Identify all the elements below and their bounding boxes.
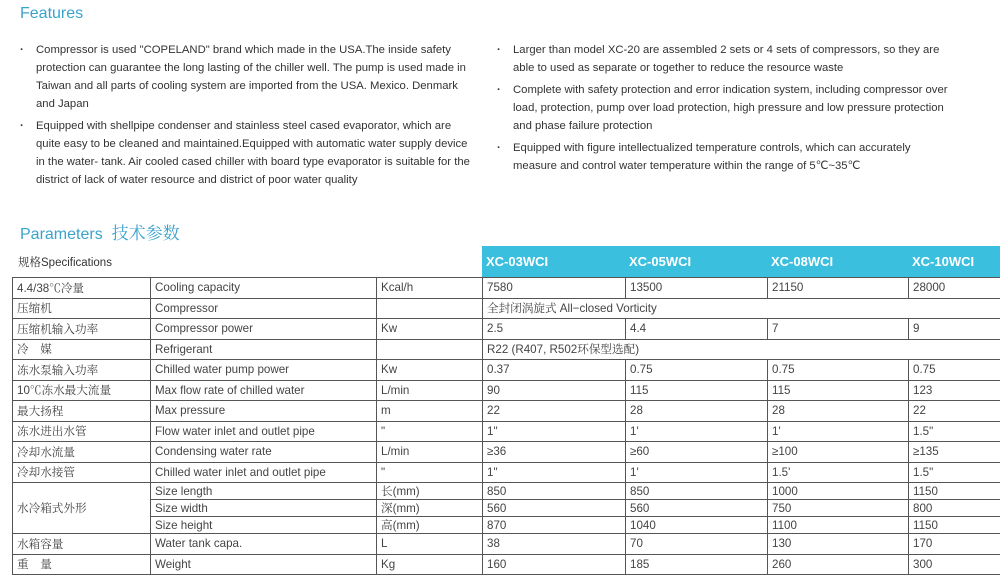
table-cell: Weight bbox=[151, 554, 377, 575]
model-name: XC-03WCI bbox=[486, 254, 549, 269]
table-cell: 160 bbox=[483, 554, 626, 575]
table-cell: 压缩机输入功率 bbox=[13, 319, 151, 340]
table-cell: 260 bbox=[768, 554, 909, 575]
feature-item: · Compressor is used "COPELAND" brand which made in the USA.The inside safety protection can guarantee the long lasting of the chiller well. The pump is used made in Taiwan and all parts of cooling system are imported from the USA. Mexico. Denmark and Japan bbox=[20, 41, 475, 113]
table-cell: 1040 bbox=[626, 517, 768, 534]
table-cell: 1' bbox=[768, 421, 909, 442]
table-cell: ≥100 bbox=[768, 442, 909, 463]
table-cell: 9 bbox=[909, 319, 1000, 340]
table-cell: 0.37 bbox=[483, 360, 626, 381]
table-cell: 38 bbox=[483, 534, 626, 555]
table-cell: 冷却水接管 bbox=[13, 462, 151, 483]
table-cell: 560 bbox=[626, 500, 768, 517]
table-cell: 1100 bbox=[768, 517, 909, 534]
feature-item: · Complete with safety protection and error indication system, including compressor over load, protection, pump over load protection, high pressure and low pressure protection and phase failure protection bbox=[497, 81, 957, 135]
table-cell: ≥135 bbox=[909, 442, 1000, 463]
table-cell bbox=[377, 298, 483, 319]
table-cell: Compressor power bbox=[151, 319, 377, 340]
table-cell: 0.75 bbox=[909, 360, 1000, 381]
feature-item: · Equipped with shellpipe condenser and stainless steel cased evaporator, which are quite easy to be cleaned and maintained.Equipped with automatic water supply device in the water- tank. Air cooled cased chiller with board type evaporator is suitable for the district of lack of water resource and district of poor water quality bbox=[20, 117, 475, 189]
feature-item: · Equipped with figure intellectualized temperature controls, which can accurately measure and control water temperature within the range of 5℃~35℃ bbox=[497, 139, 957, 175]
table-cell: 1' bbox=[626, 421, 768, 442]
table-cell: L/min bbox=[377, 380, 483, 401]
table-row bbox=[13, 319, 1000, 340]
table-cell: Flow water inlet and outlet pipe bbox=[151, 421, 377, 442]
table-cell: 28000 bbox=[909, 278, 1000, 299]
table-cell: 冻水进出水管 bbox=[13, 421, 151, 442]
parameters-title-en: Parameters bbox=[20, 226, 103, 243]
table-cell: 重 量 bbox=[13, 554, 151, 575]
features-right bbox=[497, 41, 957, 179]
table-cell: Size height bbox=[151, 517, 377, 534]
table-cell: " bbox=[377, 421, 483, 442]
table-cell: 4.4/38℃冷量 bbox=[13, 278, 151, 299]
table-row bbox=[13, 380, 1000, 401]
spec-label: 规格Specifications bbox=[18, 257, 112, 269]
table-cell: 800 bbox=[909, 500, 1000, 517]
table-cell: L bbox=[377, 534, 483, 555]
table-cell: Refrigerant bbox=[151, 339, 377, 360]
table-cell: ≥36 bbox=[483, 442, 626, 463]
table-cell: Chilled water inlet and outlet pipe bbox=[151, 462, 377, 483]
parameters-title-cn: 技术参数 bbox=[111, 224, 180, 243]
table-cell: " bbox=[377, 462, 483, 483]
table-cell: L/min bbox=[377, 442, 483, 463]
table-cell: Size length bbox=[151, 483, 377, 500]
table-cell: 22 bbox=[483, 401, 626, 422]
table-row bbox=[13, 483, 1000, 500]
table-cell: 123 bbox=[909, 380, 1000, 401]
table-cell: 冷却水流量 bbox=[13, 442, 151, 463]
table-cell: 1" bbox=[483, 462, 626, 483]
table-cell: Cooling capacity bbox=[151, 278, 377, 299]
table-cell: 0.75 bbox=[626, 360, 768, 381]
table-row bbox=[13, 554, 1000, 575]
table-row bbox=[13, 442, 1000, 463]
table-cell: 70 bbox=[626, 534, 768, 555]
table-cell: 水箱容量 bbox=[13, 534, 151, 555]
table-cell: Max flow rate of chilled water bbox=[151, 380, 377, 401]
table-cell: Condensing water rate bbox=[151, 442, 377, 463]
table-cell: 90 bbox=[483, 380, 626, 401]
table-cell: 1150 bbox=[909, 517, 1000, 534]
table-cell: 2.5 bbox=[483, 319, 626, 340]
table-row bbox=[13, 298, 1000, 319]
table-row bbox=[13, 401, 1000, 422]
table-cell bbox=[377, 339, 483, 360]
table-cell: 28 bbox=[768, 401, 909, 422]
table-cell: 深(mm) bbox=[377, 500, 483, 517]
table-cell: Kcal/h bbox=[377, 278, 483, 299]
table-cell: Water tank capa. bbox=[151, 534, 377, 555]
table-cell: 冷 媒 bbox=[13, 339, 151, 360]
table-cell: 全封闭涡旋式 All−closed Vorticity bbox=[483, 298, 1000, 319]
features-title: Features bbox=[20, 5, 84, 22]
table-cell: 1.5' bbox=[768, 462, 909, 483]
table-cell: R22 (R407, R502环保型选配) bbox=[483, 339, 1000, 360]
table-row bbox=[13, 500, 1000, 517]
table-cell: 7580 bbox=[483, 278, 626, 299]
table-cell: 870 bbox=[483, 517, 626, 534]
table-row bbox=[13, 360, 1000, 381]
table-cell: 长(mm) bbox=[377, 483, 483, 500]
parameters-title bbox=[20, 219, 180, 244]
table-cell: 1150 bbox=[909, 483, 1000, 500]
table-cell: 1' bbox=[626, 462, 768, 483]
feature-item: · Larger than model XC-20 are assembled 2 sets or 4 sets of compressors, so they are able to used as separate or together to reduce the resource waste bbox=[497, 41, 957, 77]
model-header bbox=[482, 246, 1000, 277]
table-cell: 28 bbox=[626, 401, 768, 422]
table-cell: 1.5" bbox=[909, 462, 1000, 483]
model-name: XC-08WCI bbox=[771, 254, 834, 269]
table-cell: Kg bbox=[377, 554, 483, 575]
table-row bbox=[13, 517, 1000, 534]
table-row bbox=[13, 421, 1000, 442]
table-cell: 560 bbox=[483, 500, 626, 517]
model-name: XC-10WCI bbox=[912, 254, 975, 269]
table-row bbox=[13, 462, 1000, 483]
table-cell: 115 bbox=[626, 380, 768, 401]
table-cell: 水冷箱式外形 bbox=[13, 483, 151, 534]
table-cell: 压缩机 bbox=[13, 298, 151, 319]
table-cell: Kw bbox=[377, 360, 483, 381]
table-cell: 0.75 bbox=[768, 360, 909, 381]
table-cell: 115 bbox=[768, 380, 909, 401]
table-cell: 4.4 bbox=[626, 319, 768, 340]
table-cell: 850 bbox=[483, 483, 626, 500]
table-cell: 1.5" bbox=[909, 421, 1000, 442]
table-cell: 高(mm) bbox=[377, 517, 483, 534]
table-cell: m bbox=[377, 401, 483, 422]
table-cell: ≥60 bbox=[626, 442, 768, 463]
table-row bbox=[13, 339, 1000, 360]
table-cell: Compressor bbox=[151, 298, 377, 319]
table-cell: Kw bbox=[377, 319, 483, 340]
table-cell: 300 bbox=[909, 554, 1000, 575]
table-cell: 21150 bbox=[768, 278, 909, 299]
table-cell: Max pressure bbox=[151, 401, 377, 422]
table-cell: 1" bbox=[483, 421, 626, 442]
table-cell: 10℃冻水最大流量 bbox=[13, 380, 151, 401]
table-cell: 130 bbox=[768, 534, 909, 555]
table-cell: Size width bbox=[151, 500, 377, 517]
table-cell: 170 bbox=[909, 534, 1000, 555]
table-cell: Chilled water pump power bbox=[151, 360, 377, 381]
table-cell: 850 bbox=[626, 483, 768, 500]
table-row bbox=[13, 534, 1000, 555]
table-cell: 22 bbox=[909, 401, 1000, 422]
table-cell: 13500 bbox=[626, 278, 768, 299]
features-left bbox=[20, 41, 475, 193]
table-cell: 750 bbox=[768, 500, 909, 517]
table-cell: 1000 bbox=[768, 483, 909, 500]
table-row bbox=[13, 278, 1000, 299]
table-cell: 7 bbox=[768, 319, 909, 340]
parameters-table bbox=[12, 277, 1000, 575]
table-cell: 最大扬程 bbox=[13, 401, 151, 422]
model-name: XC-05WCI bbox=[629, 254, 692, 269]
table-cell: 冻水泵输入功率 bbox=[13, 360, 151, 381]
table-cell: 185 bbox=[626, 554, 768, 575]
